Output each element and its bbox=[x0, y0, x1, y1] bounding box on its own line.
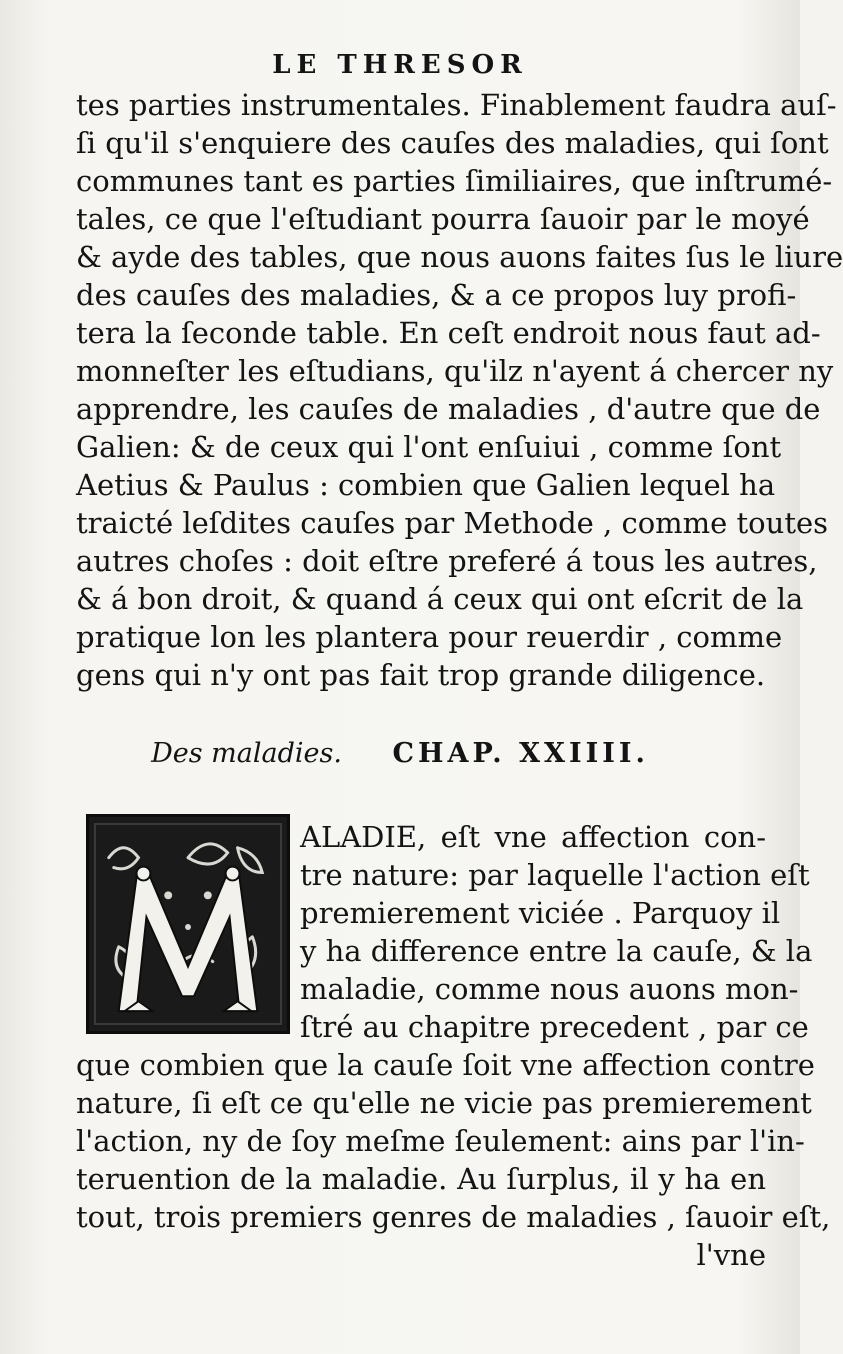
text-line: Galien: & de ceux qui l'ont enſuiui , comme ſont bbox=[76, 430, 782, 464]
text-line: tre nature: par laquelle l'action eſt bbox=[300, 858, 810, 892]
text-line: gens qui n'y ont pas fait trop grande diligence. bbox=[76, 658, 766, 692]
text-line: pratique lon les plantera pour reuerdir , comme bbox=[76, 620, 783, 654]
chapter-text-full-width bbox=[76, 1046, 831, 1274]
text-line: & á bon droit, & quand á ceux qui ont eſcrit de la bbox=[76, 582, 804, 616]
ornamental-initial-M-icon bbox=[89, 817, 287, 1031]
text-line: communes tant es parties ſimiliaires, que inſtrumé- bbox=[76, 164, 833, 198]
chapter-text-beside-initial bbox=[300, 818, 813, 1046]
catchword: l'vne bbox=[696, 1238, 766, 1272]
text-line: ſtré au chapitre precedent , par ce bbox=[300, 1010, 809, 1044]
text-line: apprendre, les cauſes de maladies , d'autre que de bbox=[76, 392, 821, 426]
text-line: teruention de la maladie. Au ſurplus, il y ha en bbox=[76, 1162, 766, 1196]
text-line: des cauſes des maladies, & a ce propos luy profi- bbox=[76, 278, 797, 312]
dropcap-initial bbox=[86, 814, 290, 1034]
text-line: & ayde des tables, que nous auons faites ſus le liure bbox=[76, 240, 843, 274]
text-line: premierement viciée . Parquoy il bbox=[300, 896, 781, 930]
chapter-heading bbox=[0, 738, 800, 769]
text-line: monneſter les eſtudians, qu'ilz n'ayent á chercer ny bbox=[76, 354, 834, 388]
text-line: tera la ſeconde table. En ceſt endroit nous faut ad- bbox=[76, 316, 821, 350]
text-line: autres choſes : doit eſtre preferé á tous les autres, bbox=[76, 544, 818, 578]
text-line: y ha difference entre la cauſe, & la bbox=[300, 934, 813, 968]
text-line: nature, ſi eſt ce qu'elle ne vicie pas premierement bbox=[76, 1086, 812, 1120]
running-header: LE THRESOR bbox=[272, 50, 528, 80]
text-line: tes parties instrumentales. Finablement faudra auſ- bbox=[76, 88, 837, 122]
chapter-title: Des maladies. bbox=[151, 738, 342, 769]
text-line: tout, trois premiers genres de maladies , ſauoir eſt, bbox=[76, 1200, 831, 1234]
text-line: que combien que la cauſe ſoit vne affection contre bbox=[76, 1048, 815, 1082]
text-line: ſi qu'il s'enquiere des cauſes des maladies, qui ſont bbox=[76, 126, 829, 160]
text-line: maladie, comme nous auons mon- bbox=[300, 972, 799, 1006]
body-text-top bbox=[76, 86, 843, 694]
text-line: Aetius & Paulus : combien que Galien lequel ha bbox=[76, 468, 776, 502]
chapter-number: CHAP. XXIIII. bbox=[392, 738, 649, 769]
text-line: traicté leſdites cauſes par Methode , comme toutes bbox=[76, 506, 829, 540]
text-line: tales, ce que l'eſtudiant pourra ſauoir par le moyé bbox=[76, 202, 810, 236]
text-line: l'action, ny de ſoy meſme ſeulement: ains par l'in- bbox=[76, 1124, 805, 1158]
text-line: ALADIE, eſt vne affection con- bbox=[300, 820, 766, 854]
